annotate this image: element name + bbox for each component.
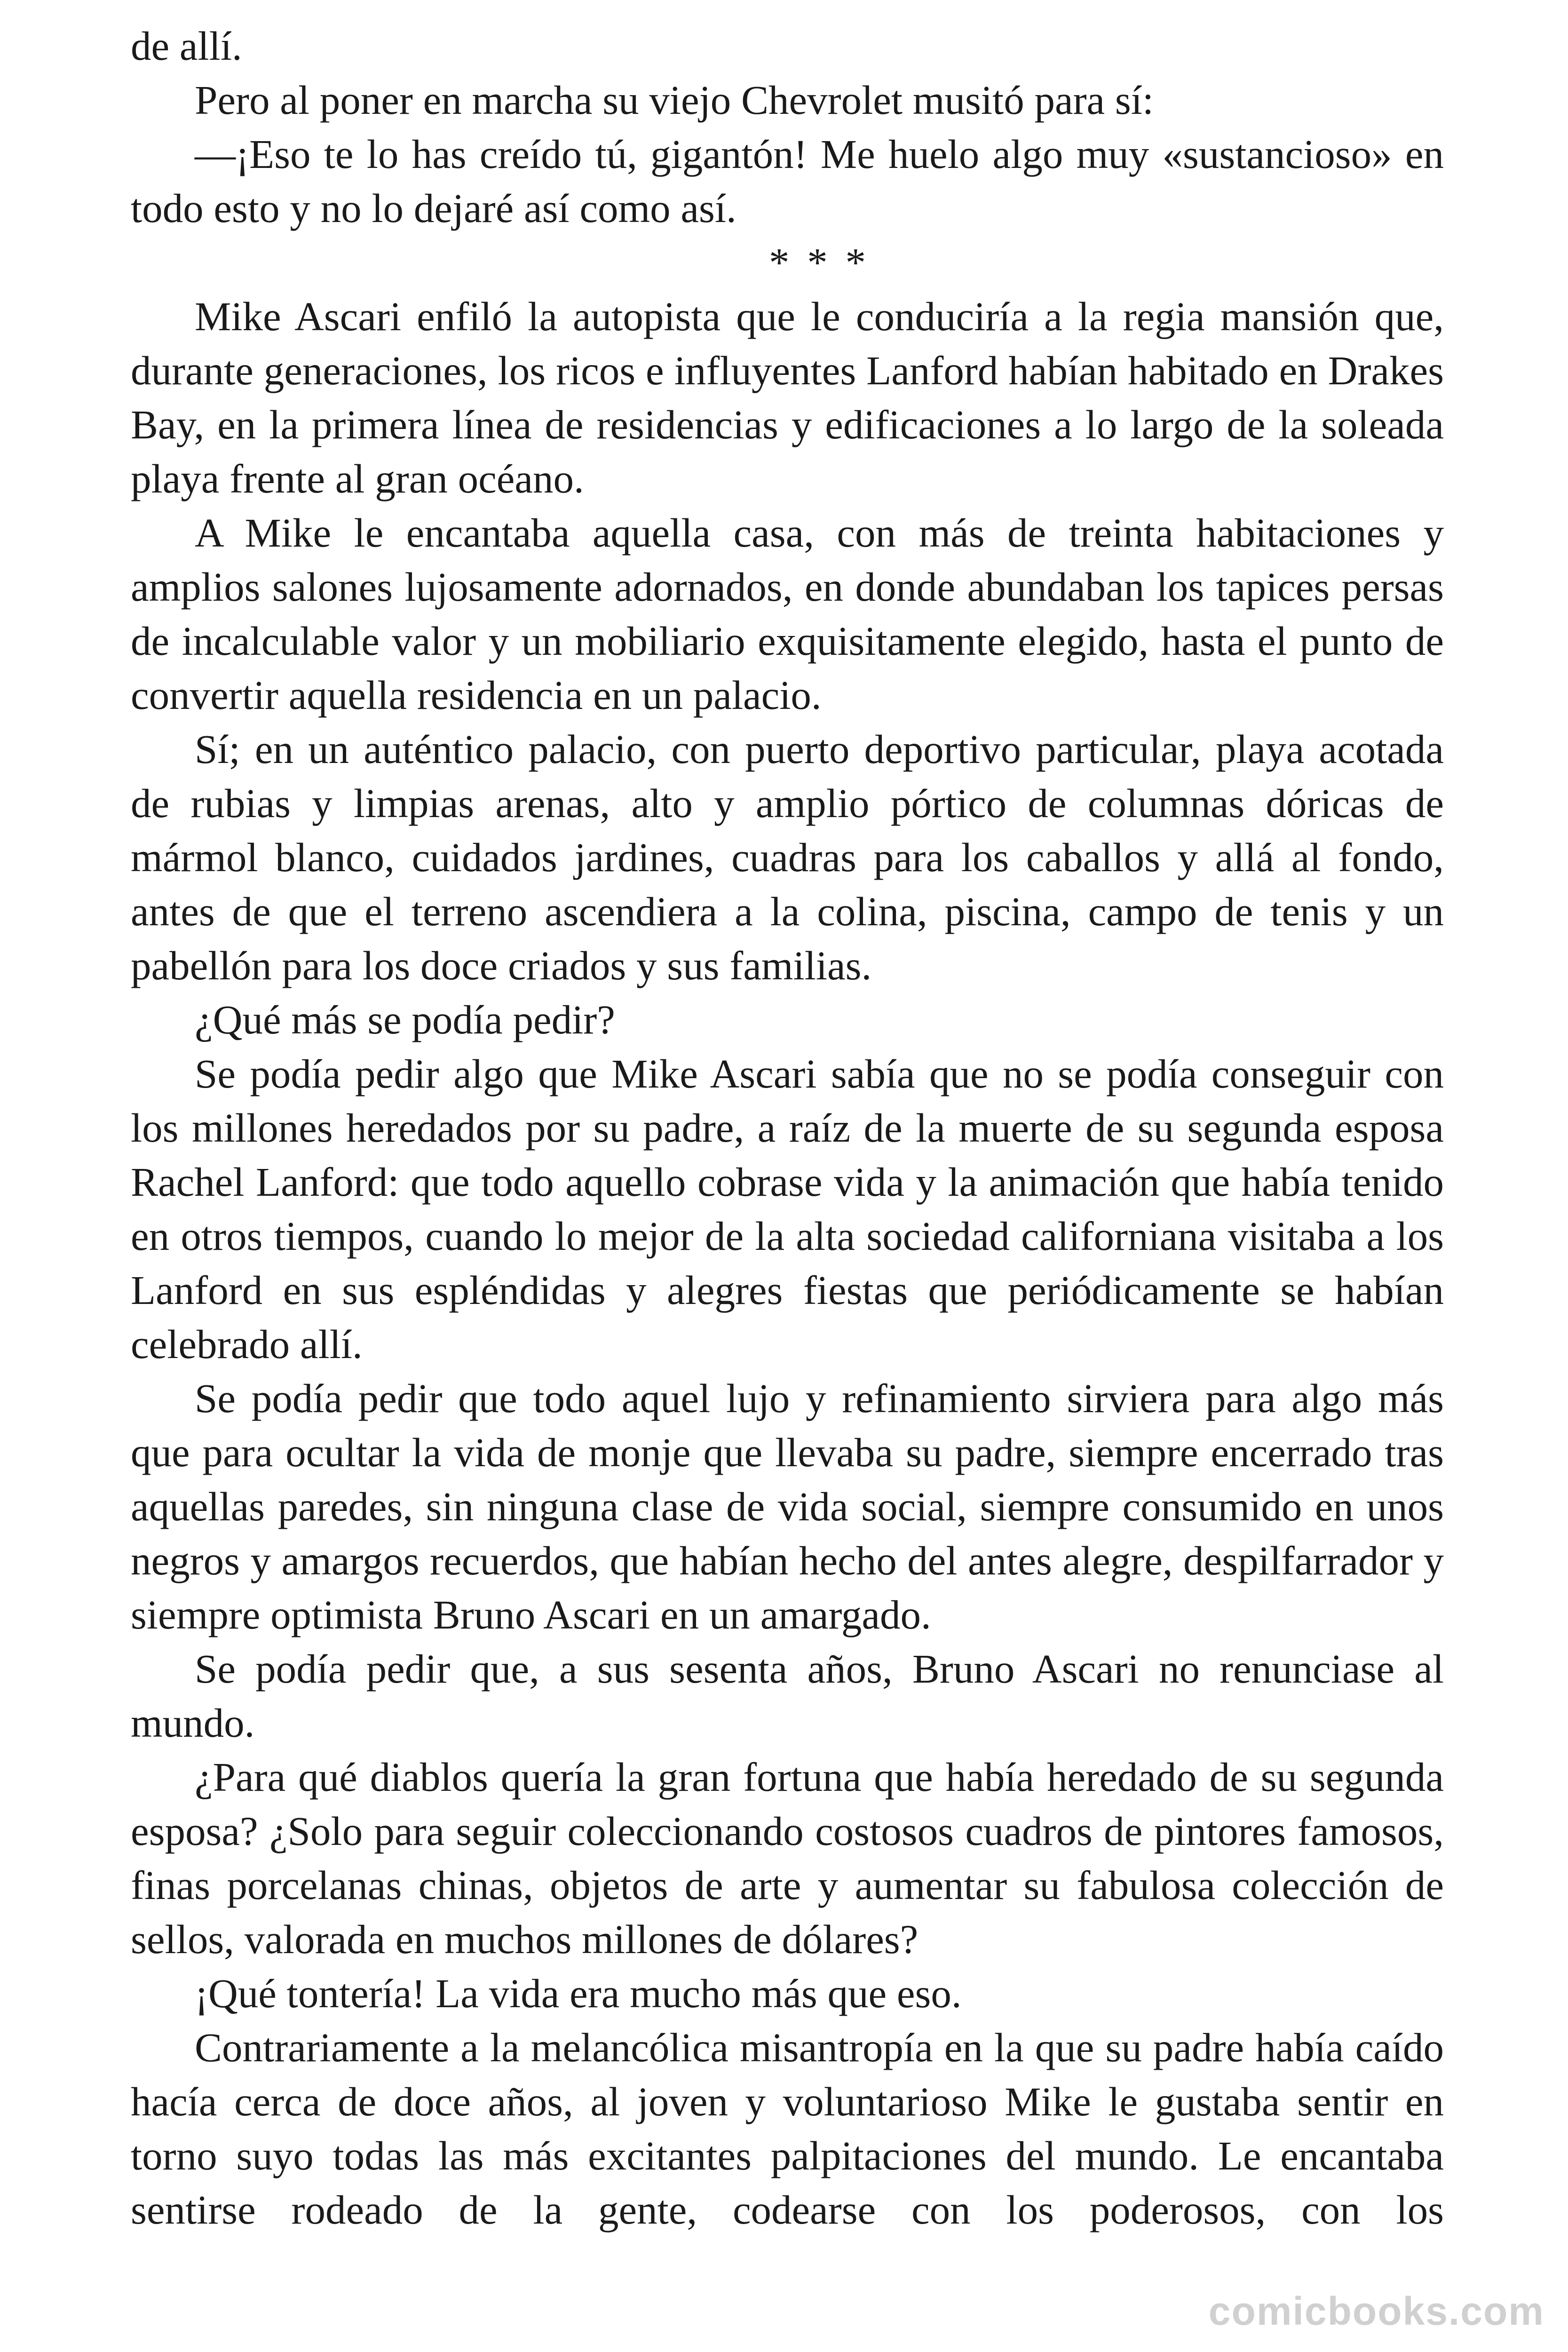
paragraph: Mike Ascari enfiló la autopista que le conduciría a la regia mansión que, durante generaciones, los ricos e influyentes Lanford habían habitado en Drakes Bay, en la primera línea de residencias y edificaciones a lo largo de la soleada playa frente al gran océano. xyxy=(131,294,1444,501)
paragraph: Sí; en un auténtico palacio, con puerto deportivo particular, playa acotada de rubias y limpias arenas, alto y amplio pórtico de columnas dóricas de mármol blanco, cuidados jardines, cuadras para los caballos y allá al fondo, antes de que el terreno ascendiera a la colina, piscina, campo de tenis y un pabellón para los doce criados y sus familias. xyxy=(131,726,1444,988)
paragraph: Se podía pedir algo que Mike Ascari sabía que no se podía conseguir con los millones heredados por su padre, a raíz de la muerte de su segunda esposa Rachel Lanford: que todo aquello cobrase vida y la animación que había tenido en otros tiempos, cuando lo mejor de la alta sociedad californiana visitaba a los Lanford en sus espléndidas y alegres fiestas que periódicamente se habían celebrado allí. xyxy=(131,1051,1444,1367)
document-page xyxy=(131,19,1444,2237)
paragraph: A Mike le encantaba aquella casa, con más de treinta habitaciones y amplios salones lujosamente adornados, en donde abundaban los tapices persas de incalculable valor y un mobiliario exquisitamente elegido, hasta el punto de convertir aquella residencia en un palacio. xyxy=(131,510,1444,718)
paragraph: Se podía pedir que, a sus sesenta años, Bruno Ascari no renunciase al mundo. xyxy=(131,1646,1444,1746)
paragraph: Se podía pedir que todo aquel lujo y refinamiento sirviera para algo más que para ocultar la vida de monje que llevaba su padre, siempre encerrado tras aquellas paredes, sin ninguna clase de vida social, siempre consumido en unos negros y amargos recuerdos, que habían hecho del antes alegre, despilfarrador y siempre optimista Bruno Ascari en un amargado. xyxy=(131,1375,1444,1637)
paragraph: —¡Eso te lo has creído tú, gigantón! Me huelo algo muy «sustancioso» en todo esto y no lo dejaré así como así. xyxy=(131,131,1444,231)
paragraph: de allí. xyxy=(131,23,242,69)
paragraph: ¿Qué más se podía pedir? xyxy=(195,997,615,1042)
watermark: comicbooks.com xyxy=(1208,2289,1544,2333)
paragraph: Contrariamente a la melancólica misantropía en la que su padre había caído hacía cerca de doce años, al joven y voluntarioso Mike le gustaba sentir en torno suyo todas las más excitantes palpitaciones del mundo. Le encantaba sentirse rodeado de la gente, codearse con los poderosos, con los xyxy=(131,2025,1444,2233)
paragraph: ¡Qué tontería! La vida era mucho más que eso. xyxy=(195,1971,962,2016)
scene-break: * * * xyxy=(769,239,870,285)
paragraph: ¿Para qué diablos quería la gran fortuna que había heredado de su segunda esposa? ¿Solo para seguir coleccionando costosos cuadros de pintores famosos, finas porcelanas chinas, objetos de arte y aumentar su fabulosa colección de sellos, valorada en muchos millones de dólares? xyxy=(131,1754,1444,1962)
paragraph: Pero al poner en marcha su viejo Chevrolet musitó para sí: xyxy=(195,77,1154,123)
